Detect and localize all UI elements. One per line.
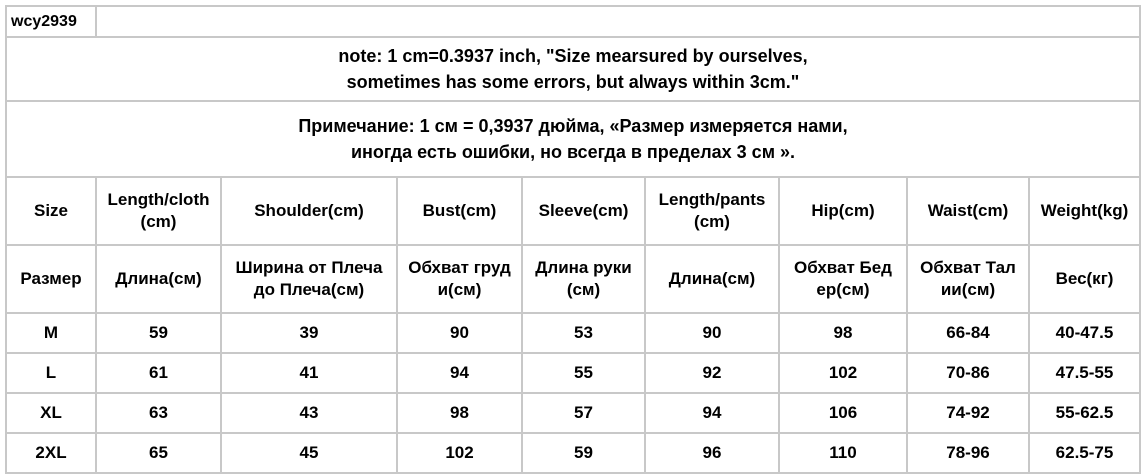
russian-header-line-2: до Плеча(см) [253,280,365,299]
measurement-cell: 98 [779,313,907,353]
english-header-line-1: Shoulder(cm) [254,201,364,220]
russian-header-line-1: Обхват Тал [920,258,1016,277]
measurement-cell: 94 [645,393,779,433]
note-russian-line-2: иногда есть ошибки, но всегда в пределах 3 см ». [350,142,796,162]
size-label-cell: M [6,313,96,353]
russian-header-cell [96,245,221,313]
russian-header-line-1: Обхват Бед [794,258,892,277]
note-english-line-1: note: 1 cm=0.3937 inch, "Size mearsured by ourselves, [338,46,808,66]
size-chart-table [5,5,1141,474]
russian-header-cell [221,245,397,313]
english-header-line-2: (cm) [694,212,730,231]
product-code-row [6,6,1140,37]
measurement-cell: 106 [779,393,907,433]
measurement-cell: 98 [397,393,522,433]
russian-header-cell [645,245,779,313]
measurement-cell: 59 [96,313,221,353]
russian-header-cell [779,245,907,313]
note-russian-row [6,101,1140,177]
english-header-line-1: Weight(kg) [1040,201,1129,220]
russian-header-cell [397,245,522,313]
measurement-cell: 90 [397,313,522,353]
english-header-line-1: Length/cloth [107,190,210,209]
note-english-line-2: sometimes has some errors, but always within 3cm." [346,72,800,92]
table-row [6,393,1140,433]
measurement-cell: 92 [645,353,779,393]
measurement-cell: 43 [221,393,397,433]
english-header-cell [779,177,907,245]
empty-code-cell [96,6,1140,37]
russian-header-line-2: ии(см) [940,280,996,299]
measurement-cell: 39 [221,313,397,353]
measurement-cell: 53 [522,313,645,353]
russian-header-line-1: Ширина от Плеча [235,258,383,277]
english-header-cell [1029,177,1140,245]
english-header-cell [907,177,1029,245]
russian-header-line-1: Размер [20,269,82,288]
english-header-line-1: Size [33,201,69,220]
size-label-cell: 2XL [6,433,96,473]
measurement-cell: 62.5-75 [1029,433,1140,473]
note-english-row [6,37,1140,101]
english-header-line-1: Waist(cm) [927,201,1009,220]
russian-header-line-2: ер(см) [816,280,870,299]
english-header-cell [522,177,645,245]
measurement-cell: 102 [779,353,907,393]
russian-header-line-2: и(см) [437,280,482,299]
measurement-cell: 65 [96,433,221,473]
russian-header-cell [907,245,1029,313]
russian-header-line-1: Длина(см) [115,269,202,288]
measurement-cell: 74-92 [907,393,1029,433]
english-header-line-2: (cm) [140,212,177,231]
header-english-row [6,177,1140,245]
english-header-line-1: Length/pants [658,190,766,209]
english-header-line-1: Bust(cm) [422,201,497,220]
measurement-cell: 40-47.5 [1029,313,1140,353]
english-header-line-1: Sleeve(cm) [538,201,629,220]
measurement-cell: 110 [779,433,907,473]
note-russian-line-1: Примечание: 1 см = 0,3937 дюйма, «Размер измеряется нами, [298,116,848,136]
english-header-cell [6,177,96,245]
measurement-cell: 57 [522,393,645,433]
measurement-cell: 55 [522,353,645,393]
size-label-cell: XL [6,393,96,433]
english-header-cell [96,177,221,245]
size-rows [6,313,1140,473]
russian-header-line-2: (см) [566,280,601,299]
russian-header-cell [1029,245,1140,313]
measurement-cell: 41 [221,353,397,393]
russian-header-line-1: Длина(см) [668,269,756,288]
measurement-cell: 96 [645,433,779,473]
russian-header-line-1: Вес(кг) [1055,269,1114,288]
measurement-cell: 55-62.5 [1029,393,1140,433]
english-header-cell [221,177,397,245]
russian-header-line-1: Обхват груд [408,258,511,277]
measurement-cell: 61 [96,353,221,393]
measurement-cell: 78-96 [907,433,1029,473]
measurement-cell: 94 [397,353,522,393]
product-code: wcy2939 [6,6,96,37]
table-row [6,353,1140,393]
note-russian [6,101,1140,177]
measurement-cell: 66-84 [907,313,1029,353]
table-row [6,313,1140,353]
measurement-cell: 70-86 [907,353,1029,393]
size-label-cell: L [6,353,96,393]
measurement-cell: 102 [397,433,522,473]
english-header-cell [397,177,522,245]
english-header-cell [645,177,779,245]
measurement-cell: 45 [221,433,397,473]
english-header-line-1: Hip(cm) [811,201,875,220]
note-english [6,37,1140,101]
header-russian-row [6,245,1140,313]
russian-header-cell [6,245,96,313]
russian-header-line-1: Длина руки [535,258,632,277]
measurement-cell: 47.5-55 [1029,353,1140,393]
measurement-cell: 59 [522,433,645,473]
measurement-cell: 63 [96,393,221,433]
russian-header-cell [522,245,645,313]
measurement-cell: 90 [645,313,779,353]
table-row [6,433,1140,473]
